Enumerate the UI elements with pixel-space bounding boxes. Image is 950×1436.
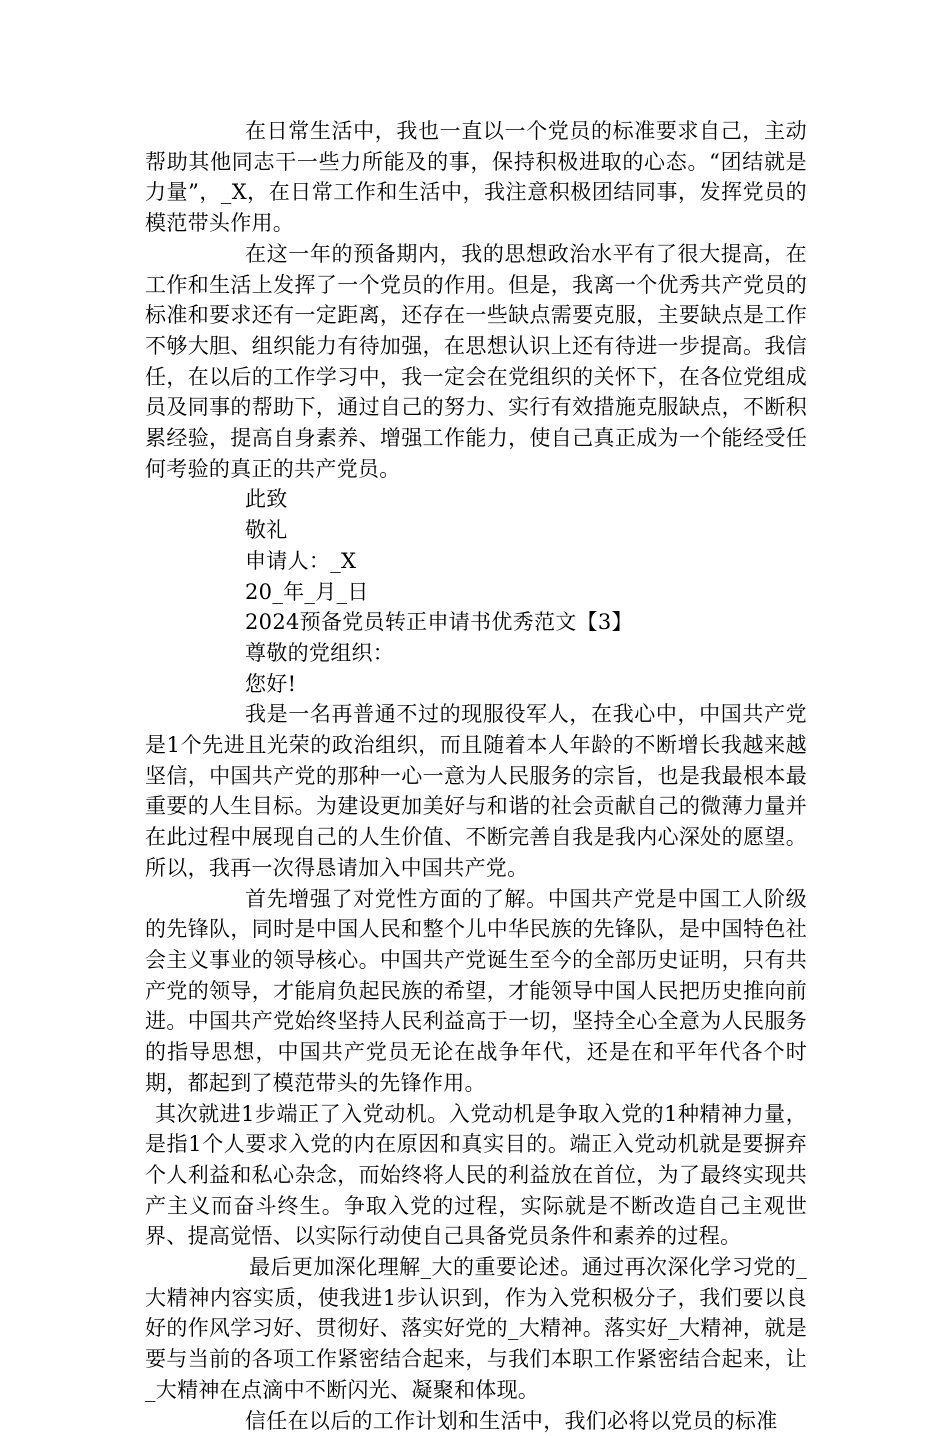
date-line: 20_年_月_日 (245, 579, 369, 604)
paragraph-trust: 信任在以后的工作计划和生活中，我们必将以党员的标准 (245, 1408, 778, 1433)
closing-salutation: 此致 (245, 487, 288, 512)
greeting-addressee: 尊敬的党组织： (245, 640, 395, 665)
greeting-hello: 您好! (245, 671, 297, 696)
paragraph-second: 其次就进1步端正了入党动机。入党动机是争取入党的1种精神力量，是指1个人要求入党的内在原因和真实目的。端正入党动机就是要摒弃个人利益和私心杂念，而始终将人民的利益放在首位，为了最终实现共产主义而奋斗终生。争取入党的过程，实际就是不断改造自己主观世界、提高觉悟、以实际行动使自己具备党员条件和素养的过程。 (145, 1101, 807, 1249)
applicant-line: 申请人：_X (245, 548, 357, 573)
paragraph-daily-life: 在日常生活中，我也一直以一个党员的标准要求自己，主动帮助其他同志干一些力所能及的事，保持积极进取的心态。“团结就是力量”，_X，在日常工作和生活中，我注意积极团结同事，发挥党员的模范带头作用。 (145, 119, 807, 236)
paragraph-soldier: 我是一名再普通不过的现服役军人，在我心中，中国共产党是1个先进且光荣的政治组织，而且随着本人年龄的不断增长我越来越坚信，中国共产党的那种一心一意为人民服务的宗旨，也是我最根本最重要的人生目标。为建设更加美好与和谐的社会贡献自己的微薄力量并在此过程中展现自己的人生价值、不断完善自我是我内心深处的愿望。所以，我再一次得恳请加入中国共产党。 (145, 702, 807, 880)
section-heading: 2024预备党员转正申请书优秀范文【3】 (245, 610, 633, 635)
document-body (145, 116, 807, 1436)
paragraph-probation-year: 在这一年的预备期内，我的思想政治水平有了很大提高，在工作和生活上发挥了一个党员的作用。但是，我离一个优秀共产党员的标准和要求还有一定距离，还存在一些缺点需要克服，主要缺点是工作不够大胆、组织能力有待加强，在思想认识上还有待进一步提高。我信任，在以后的工作学习中，我一定会在党组织的关怀下，在各位党组成员及同事的帮助下，通过自己的努力、实行有效措施克服缺点，不断积累经验，提高自身素养、增强工作能力，使自己真正成为一个能经受任何考验的真正的共产党员。 (145, 241, 807, 481)
paragraph-last: 最后更加深化理解_大的重要论述。通过再次深化学习党的_大精神内容实质，使我进1步认识到，作为入党积极分子，我们要以良好的作风学习好、贯彻好、落实好党的_大精神。落实好_大精神，就是要与当前的各项工作紧密结合起来，与我们本职工作紧密结合起来，让_大精神在点滴中不断闪光、凝聚和体现。 (145, 1255, 807, 1402)
paragraph-first: 首先增强了对党性方面的了解。中国共产党是中国工人阶级的先锋队，同时是中国人民和整个儿中华民族的先锋队，是中国特色社会主义事业的领导核心。中国共产党诞生至今的全部历史证明，只有共产党的领导，才能肩负起民族的希望，才能领导中国人民把历史推向前进。中国共产党始终坚持人民利益高于一切，坚持全心全意为人民服务的指导思想，中国共产党员无论在战争年代，还是在和平年代各个时期，都起到了模范带头的先锋作用。 (145, 886, 807, 1095)
closing-regards: 敬礼 (245, 518, 288, 543)
